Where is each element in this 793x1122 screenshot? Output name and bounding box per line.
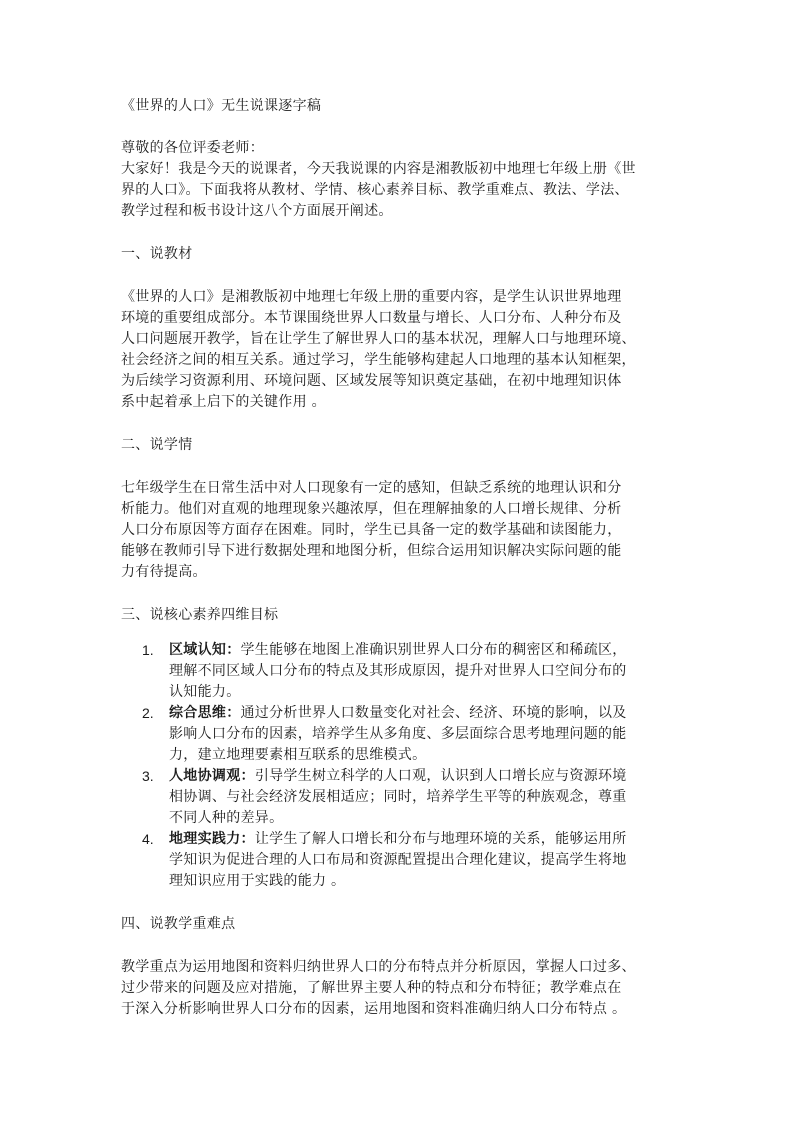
goal-number: 4. <box>142 831 154 847</box>
paragraph-line: 力有待提高。 <box>121 564 207 580</box>
textbook-paragraph <box>121 287 681 413</box>
intro-line: 尊敬的各位评委老师： <box>121 140 264 156</box>
goal-line: 力，建立地理要素相互联系的思维模式。 <box>169 747 427 763</box>
section-heading-goals: 三、说核心素养四维目标 <box>121 607 279 623</box>
goals-list <box>121 640 681 892</box>
goal-text: 通过分析世界人口数量变化对社会、经济、环境的影响，以及 <box>240 705 627 721</box>
goal-text: 学生能够在地图上准确识别世界人口分布的稠密区和稀疏区， <box>240 642 627 658</box>
key-points-paragraph <box>121 957 681 1020</box>
goal-line: 理解不同区域人口分布的特点及其形成原因，提升对世界人口空间分布的 <box>169 663 627 679</box>
paragraph-line: 《世界的人口》是湘教版初中地理七年级上册的重要内容，是学生认识世界地理 <box>121 289 622 305</box>
goal-term: 综合思维： <box>169 705 241 721</box>
goal-line: 理知识应用于实践的能力 。 <box>169 873 346 889</box>
goal-line: 认知能力。 <box>169 684 241 700</box>
intro-line: 大家好！我是今天的说课者，今天我说课的内容是湘教版初中地理七年级上册《世 <box>121 161 636 177</box>
goal-item <box>121 640 681 703</box>
students-paragraph <box>121 478 681 583</box>
goal-number: 1. <box>142 642 154 658</box>
doc-title: 《世界的人口》无生说课逐字稿 <box>121 98 322 114</box>
goal-line: 影响人口分布的因素，培养学生从多角度、多层面综合思考地理问题的能 <box>169 726 627 742</box>
paragraph-line: 于深入分析影响世界人口分布的因素，运用地图和资料准确归纳人口分布特点 。 <box>121 1001 627 1017</box>
paragraph-line: 环境的重要组成部分。本节课围绕世界人口数量与增长、人口分布、人种分布及 <box>121 310 622 326</box>
document-page <box>121 96 681 1020</box>
paragraph-line: 七年级学生在日常生活中对人口现象有一定的感知，但缺乏系统的地理认识和分 <box>121 480 622 496</box>
goal-line: 相协调、与社会经济发展相适应；同时，培养学生平等的种族观念，尊重 <box>169 789 627 805</box>
intro-paragraph <box>121 138 681 222</box>
goal-text: 让学生了解人口增长和分布与地理环境的关系，能够运用所 <box>254 831 627 847</box>
paragraph-line: 教学重点为运用地图和资料归纳世界人口的分布特点并分析原因，掌握人口过多、 <box>121 959 636 975</box>
intro-line: 教学过程和板书设计这八个方面展开阐述。 <box>121 203 393 219</box>
paragraph-line: 系中起着承上启下的关键作用 。 <box>121 394 326 410</box>
section-heading-textbook: 一、说教材 <box>121 246 193 262</box>
paragraph-line: 人口分布原因等方面存在困难。同时，学生已具备一定的数学基础和读图能力， <box>121 522 622 538</box>
goal-line: 不同人种的差异。 <box>169 810 284 826</box>
paragraph-line: 为后续学习资源利用、环境问题、区域发展等知识奠定基础，在初中地理知识体 <box>121 373 622 389</box>
section-heading-key-points: 四、说教学重难点 <box>121 916 236 932</box>
goal-term: 人地协调观： <box>169 768 255 784</box>
intro-line: 界的人口》。下面我将从教材、学情、核心素养目标、教学重难点、教法、学法、 <box>121 182 629 198</box>
goal-term: 区域认知： <box>169 642 241 658</box>
goal-number: 3. <box>142 768 154 784</box>
paragraph-line: 析能力。他们对直观的地理现象兴趣浓厚，但在理解抽象的人口增长规律、分析 <box>121 501 622 517</box>
paragraph-line: 过少带来的问题及应对措施，了解世界主要人种的特点和分布特征；教学难点在 <box>121 980 622 996</box>
goal-item <box>121 829 681 892</box>
goal-line: 学知识为促进合理的人口布局和资源配置提出合理化建议，提高学生将地 <box>169 852 627 868</box>
goal-item <box>121 703 681 766</box>
goal-number: 2. <box>142 705 154 721</box>
goal-text: 引导学生树立科学的人口观，认识到人口增长应与资源环境 <box>254 768 627 784</box>
paragraph-line: 社会经济之间的相互关系。通过学习，学生能够构建起人口地理的基本认知框架， <box>121 352 636 368</box>
section-heading-students: 二、说学情 <box>121 437 193 453</box>
paragraph-line: 人口问题展开教学，旨在让学生了解世界人口的基本状况，理解人口与地理环境、 <box>121 331 636 347</box>
goal-item <box>121 766 681 829</box>
goal-term: 地理实践力： <box>169 831 255 847</box>
paragraph-line: 能够在教师引导下进行数据处理和地图分析，但综合运用知识解决实际问题的能 <box>121 543 622 559</box>
